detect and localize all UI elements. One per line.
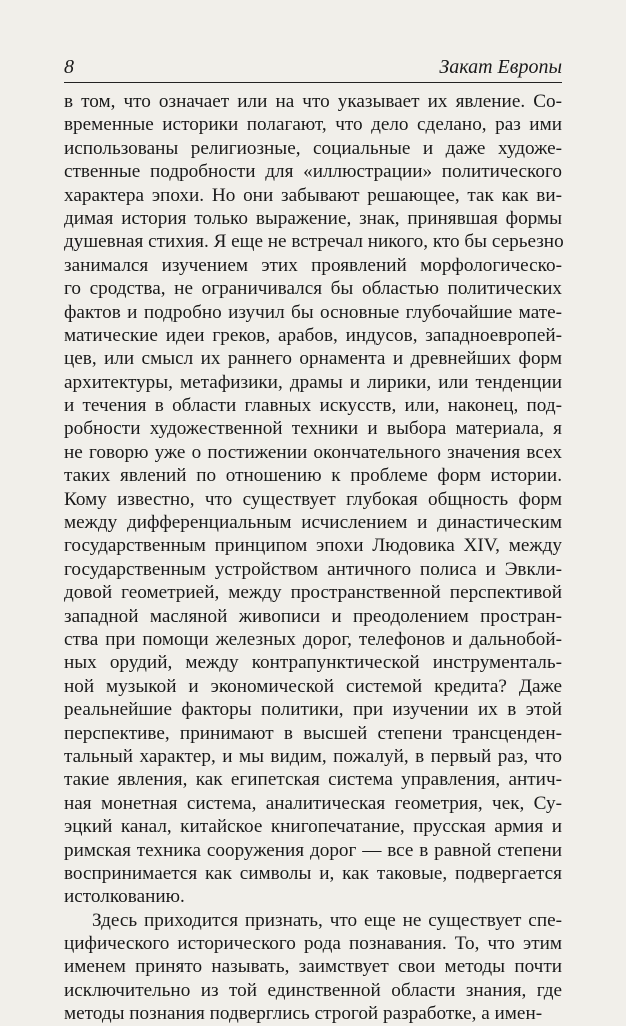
text-line: использованы религиозные, социальные и даже художе- (64, 137, 562, 159)
text-line: Кому известно, что существует глубокая общность форм (64, 488, 562, 510)
text-line: таких явлений по отношению к проблеме форм истории. (64, 465, 562, 487)
text-line: именем принято называть, заимствует свои методы почти (64, 956, 562, 978)
text-line: государственным принципом эпохи Людовика XIV, между (64, 535, 562, 557)
text-line: не говорю уже о постижении окончательного значения всех (64, 441, 562, 463)
text-line: в том, что означает или на что указывает их явление. Со- (64, 91, 562, 112)
text-line: государственным устройством античного полиса и Эвкли- (64, 558, 562, 580)
text-line: исключительно из той единственной области знания, где (64, 979, 562, 1001)
text-line: характера эпохи. Но они забывают решающее, так как ви- (64, 184, 562, 206)
text-line: цев, или смысл их раннего орнамента и древнейших форм (64, 348, 562, 370)
text-line: и течения в области главных искусств, или, наконец, под- (64, 395, 562, 417)
page-number: 8 (64, 56, 74, 78)
text-line: перспективе, принимают в высшей степени трансценден- (64, 722, 562, 744)
text-line: реальнейшие факторы политики, при изучении их в этой (64, 699, 562, 721)
text-line: такие явления, как египетская система управления, антич- (64, 769, 562, 791)
text-line: тальный характер, и мы видим, пожалуй, в первый раз, что (64, 745, 562, 767)
text-line: довой геометрией, между пространственной перспективой (64, 582, 562, 604)
text-line: воспринимается как символы и, как таковые, подвергается (64, 862, 562, 884)
running-head (64, 56, 562, 83)
text-line: занимался изучением этих проявлений морфологическо- (64, 254, 562, 276)
text-line: димая история только выражение, знак, принявшая формы (64, 207, 562, 229)
text-line: западной масляной живописи и преодолением простран- (64, 605, 562, 627)
text-line: эцкий канал, китайское книгопечатание, прусская армия и (64, 816, 562, 838)
text-line: робности художественной техники и выбора материала, я (64, 418, 562, 440)
text-line: временные историки полагают, что дело сделано, раз ими (64, 114, 562, 136)
text-line: архитектуры, метафизики, драмы и лирики, или тенденции (64, 371, 562, 393)
text-line: фактов и подробно изучил бы основные глубочайшие мате- (64, 301, 562, 323)
text-line: истолкованию. (64, 886, 185, 908)
text-line: ства при помощи железных дорог, телефонов и дальнобой- (64, 628, 562, 650)
text-line: ных орудий, между контрапунктической инструменталь- (64, 652, 562, 674)
text-line: между дифференциальным исчислением и династическим (64, 512, 562, 534)
text-line: Здесь приходится признать, что еще не существует спе- (92, 909, 562, 931)
text-line: душевная стихия. Я еще не встречал никого, кто бы серьезно (64, 231, 564, 253)
text-line: ственные подробности для «иллюстрации» политического (64, 161, 562, 183)
text-line: ная монетная система, аналитическая геометрия, чек, Су- (64, 792, 562, 814)
text-line: методы познания подверглись строгой разработке, а имен- (64, 1003, 543, 1025)
book-title: Закат Европы (439, 56, 562, 78)
text-line: ной музыкой и экономической системой кредита? Даже (64, 675, 562, 697)
text-line: римская техника сооружения дорог — все в равной степени (64, 839, 562, 861)
paragraph (64, 909, 562, 1026)
text-line: матические идеи греков, арабов, индусов, западноевропей- (64, 324, 562, 346)
text-line: цифического исторического рода познавания. То, что этим (64, 933, 562, 955)
text-line: го сродства, не ограничивался бы областью политических (64, 278, 562, 300)
paragraph (64, 90, 562, 909)
text-body (64, 90, 562, 1026)
